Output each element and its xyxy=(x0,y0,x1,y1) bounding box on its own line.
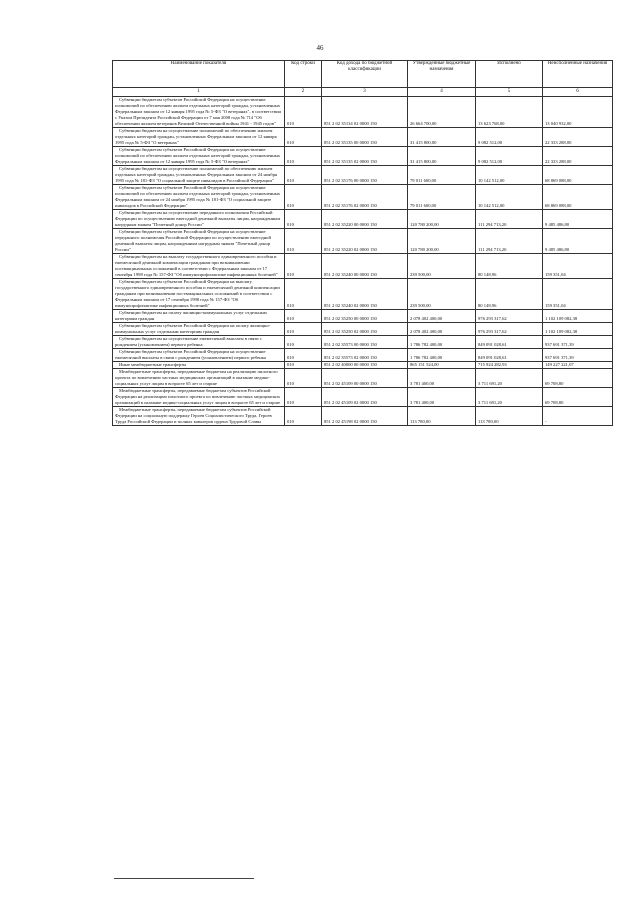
row-executed: 9 082 512,00 xyxy=(476,147,543,166)
table-row xyxy=(113,166,613,185)
column-number-row xyxy=(113,88,613,97)
row-indicator-name: Субвенции бюджетам субъектов Российской Федерации на осуществление полномочий по обеспечению жильем отдельных категорий граждан, установленных Федеральным законом от 12 января 1995 года № 5-ФЗ "О ветеранах" xyxy=(113,147,285,166)
row-indicator-name: Межбюджетные трансферты, передаваемые бюджетам на реализацию пилотного проекта по вовлечению частных медицинских организаций в оказание медико-социальных услуг лицам в возрасте 65 лет и старше xyxy=(113,369,285,388)
row-indicator-name: Субвенции бюджетам субъектов Российской Федерации на оплату жилищно-коммунальных услуг отдельным категориям граждан xyxy=(113,323,285,336)
row-unexecuted: 1 102 109 082,38 xyxy=(543,310,613,323)
row-executed: 9 082 512,00 xyxy=(476,128,543,147)
row-executed: 976 293 317,62 xyxy=(476,323,543,336)
header-indicator-name: Наименование показателя xyxy=(113,61,285,88)
table-row xyxy=(113,349,613,362)
row-executed: 80 148,96 xyxy=(476,279,543,310)
row-approved: 865 151 524,00 xyxy=(408,362,476,369)
row-approved: 79 011 600,00 xyxy=(408,185,476,210)
footer-divider xyxy=(114,878,254,879)
row-executed: 849 091 028,61 xyxy=(476,336,543,349)
column-number: 2 xyxy=(285,88,322,97)
row-line-code: 010 xyxy=(285,254,322,279)
row-indicator-name: Субвенции бюджетам субъектов Российской Федерации на осуществление полномочий по обеспечению жильем отдельных категорий граждан, установленных Федеральным законом от 24 ноября 1995 года № 181-ФЗ "О социальной защите инвалидов в Российской Федерации" xyxy=(113,185,285,210)
row-indicator-name: Субвенции бюджетам субъектов Российской Федерации на осуществление ежемесячной выплаты в связи с рождением (усыновлением) первого ребенка xyxy=(113,349,285,362)
row-approved: 120 780 200,00 xyxy=(408,229,476,254)
row-approved: 26 664 700,00 xyxy=(408,97,476,128)
row-income-code: 851 2 02 35135 02 0000 150 xyxy=(322,147,408,166)
row-approved: 31 415 800,00 xyxy=(408,128,476,147)
row-executed: 3 711 691,20 xyxy=(476,369,543,388)
row-approved: 3 781 400,00 xyxy=(408,388,476,407)
row-approved: 120 780 200,00 xyxy=(408,210,476,229)
row-indicator-name: Субвенции бюджетам на осуществление полномочий по обеспечению жильем отдельных категорий граждан, установленных Федеральным законом от 12 января 1995 года № 5-ФЗ "О ветеранах" xyxy=(113,128,285,147)
row-indicator-name: Субвенции бюджетам субъектов Российской Федерации на осуществление переданного полномочия Российской Федерации по осуществлению ежегодной денежной выплаты лицам, награжденным нагрудным знаком "Почетный донор России" xyxy=(113,229,285,254)
row-unexecuted: 68 869 088,00 xyxy=(543,185,613,210)
row-unexecuted: 68 869 088,00 xyxy=(543,166,613,185)
row-indicator-name: Субвенции бюджетам на осуществление полномочий по обеспечению жильем отдельных категорий граждан, установленных Федеральным законом от 24 ноября 1995 года № 181-ФЗ "О социальной защите инвалидов в Российской Федерации" xyxy=(113,166,285,185)
table-row xyxy=(113,229,613,254)
row-approved: 3 781 400,00 xyxy=(408,369,476,388)
row-executed: 13 623 768,00 xyxy=(476,97,543,128)
row-unexecuted: 9 485 486,80 xyxy=(543,210,613,229)
table-row xyxy=(113,185,613,210)
header-executed: Исполнено xyxy=(476,61,543,88)
row-income-code: 851 2 02 35176 02 0000 150 xyxy=(322,185,408,210)
row-approved: 239 500,00 xyxy=(408,254,476,279)
row-line-code: 010 xyxy=(285,185,322,210)
row-approved: 113 780,00 xyxy=(408,407,476,426)
row-income-code: 851 2 02 45198 02 0000 150 xyxy=(322,407,408,426)
row-income-code: 851 2 02 35134 02 0000 150 xyxy=(322,97,408,128)
row-line-code: 010 xyxy=(285,128,322,147)
table-row xyxy=(113,210,613,229)
row-income-code: 851 2 02 35240 02 0000 150 xyxy=(322,279,408,310)
row-line-code: 010 xyxy=(285,362,322,369)
header-unexecuted: Неисполненные назначения xyxy=(543,61,613,88)
row-line-code: 010 xyxy=(285,97,322,128)
row-approved: 2 078 402 400,00 xyxy=(408,323,476,336)
row-income-code: 851 2 02 35573 00 0000 150 xyxy=(322,336,408,349)
row-indicator-name: Субвенции бюджетам субъектов Российской Федерации на осуществление полномочий по обеспечению жильем отдельных категорий граждан, установленных Федеральным законом от 12 января 1995 года № 5-ФЗ "О ветеранах", в соответствии с Указом Президента Российской Федерации от 7 мая 2008 года № 714 "Об обеспечении жильем ветеранов Великой Отечественной войны 1941 - 1945 годов" xyxy=(113,97,285,128)
row-income-code: 851 2 02 35176 00 0000 150 xyxy=(322,166,408,185)
row-approved: 1 786 782 400,00 xyxy=(408,349,476,362)
table-row xyxy=(113,362,613,369)
row-indicator-name: Субвенции бюджетам на осуществление ежемесячной выплаты в связи с рождением (усыновлением) первого ребенка xyxy=(113,336,285,349)
table-row xyxy=(113,388,613,407)
row-line-code: 010 xyxy=(285,369,322,388)
row-line-code: 010 xyxy=(285,279,322,310)
row-executed: 715 924 282,93 xyxy=(476,362,543,369)
row-line-code: 010 xyxy=(285,147,322,166)
row-line-code: 010 xyxy=(285,388,322,407)
column-number: 1 xyxy=(113,88,285,97)
table-row xyxy=(113,279,613,310)
row-unexecuted: 22 333 288,00 xyxy=(543,147,613,166)
row-income-code: 851 2 02 45109 02 0000 150 xyxy=(322,388,408,407)
row-approved: 31 415 800,00 xyxy=(408,147,476,166)
table-row xyxy=(113,407,613,426)
row-line-code: 010 xyxy=(285,336,322,349)
row-indicator-name: Межбюджетные трансферты, передаваемые бюджетам субъектов Российской Федерации на социальную поддержку Героев Социалистического Труда, Героев Труда Российской Федерации и полных кавалеров ордена Трудовой Славы xyxy=(113,407,285,426)
row-income-code: 851 2 02 35220 00 0000 150 xyxy=(322,210,408,229)
row-indicator-name: Иные межбюджетные трансферты xyxy=(113,362,285,369)
row-executed: 111 294 713,20 xyxy=(476,210,543,229)
column-number: 5 xyxy=(476,88,543,97)
row-approved: 2 078 402 400,00 xyxy=(408,310,476,323)
row-income-code: 851 2 02 40000 00 0000 150 xyxy=(322,362,408,369)
row-income-code: 851 2 02 35250 00 0000 150 xyxy=(322,310,408,323)
page-number: 46 xyxy=(316,44,324,52)
table-row xyxy=(113,147,613,166)
row-line-code: 010 xyxy=(285,349,322,362)
row-income-code: 851 2 02 35240 00 0000 150 xyxy=(322,254,408,279)
column-number: 6 xyxy=(543,88,613,97)
row-line-code: 010 xyxy=(285,166,322,185)
row-executed: 849 091 028,61 xyxy=(476,349,543,362)
header-line-code: Код строки xyxy=(285,61,322,88)
row-indicator-name: Субвенции бюджетам на осуществление переданного полномочия Российской Федерации по осуществлению ежегодной денежной выплаты лицам, награжденным нагрудным знаком "Почетный донор России" xyxy=(113,210,285,229)
row-unexecuted: 69 708,80 xyxy=(543,388,613,407)
table-row xyxy=(113,310,613,323)
row-executed: 113 780,00 xyxy=(476,407,543,426)
row-line-code: 010 xyxy=(285,407,322,426)
table-row xyxy=(113,336,613,349)
row-indicator-name: Субвенции бюджетам субъектов Российской Федерации на выплату государственного единовременного пособия и ежемесячной денежной компенсации гражданам при возникновении поствакцинальных осложнений в соответствии с Федеральным законом от 17 сентября 1998 года № 157-ФЗ "Об иммунопрофилактике инфекционных болезней" xyxy=(113,279,285,310)
row-unexecuted: - xyxy=(543,407,613,426)
row-indicator-name: Субвенции бюджетам на выплату государственного единовременного пособия и ежемесячной денежной компенсации гражданам при возникновении поствакцинальных осложнений в соответствии с Федеральным законом от 17 сентября 1998 года № 157-ФЗ "Об иммунопрофилактике инфекционных болезней" xyxy=(113,254,285,279)
table-row xyxy=(113,254,613,279)
row-executed: 10 142 512,00 xyxy=(476,166,543,185)
table-row xyxy=(113,97,613,128)
row-approved: 1 786 782 400,00 xyxy=(408,336,476,349)
table-row xyxy=(113,128,613,147)
table-row xyxy=(113,323,613,336)
row-unexecuted: 149 227 221,07 xyxy=(543,362,613,369)
row-line-code: 010 xyxy=(285,210,322,229)
row-unexecuted: 9 485 486,80 xyxy=(543,229,613,254)
row-executed: 111 294 713,20 xyxy=(476,229,543,254)
row-unexecuted: 22 333 288,00 xyxy=(543,128,613,147)
row-indicator-name: Межбюджетные трансферты, передаваемые бюджетам субъектов Российской Федерации на реализацию пилотного проекта по вовлечению частных медицинских организаций в оказание медико-социальных услуг лицам в возрасте 65 лет и старше xyxy=(113,388,285,407)
row-line-code: 010 xyxy=(285,310,322,323)
column-number: 4 xyxy=(408,88,476,97)
column-number: 3 xyxy=(322,88,408,97)
row-executed: 976 293 317,62 xyxy=(476,310,543,323)
header-row xyxy=(113,61,613,88)
row-unexecuted: 69 708,80 xyxy=(543,369,613,388)
row-income-code: 851 2 02 35250 02 0000 150 xyxy=(322,323,408,336)
row-income-code: 851 2 02 35135 00 0000 150 xyxy=(322,128,408,147)
row-unexecuted: 159 351,04 xyxy=(543,254,613,279)
row-unexecuted: 1 102 109 082,38 xyxy=(543,323,613,336)
row-executed: 3 711 691,20 xyxy=(476,388,543,407)
row-unexecuted: 937 691 371,39 xyxy=(543,349,613,362)
row-unexecuted: 159 351,04 xyxy=(543,279,613,310)
header-income-code: Код дохода по бюджетной классификации xyxy=(322,61,408,88)
row-line-code: 010 xyxy=(285,229,322,254)
row-line-code: 010 xyxy=(285,323,322,336)
table-row xyxy=(113,369,613,388)
header-approved: Утвержденные бюджетные назначения xyxy=(408,61,476,88)
row-approved: 79 011 600,00 xyxy=(408,166,476,185)
row-indicator-name: Субвенции бюджетам на оплату жилищно-коммунальных услуг отдельным категориям граждан xyxy=(113,310,285,323)
row-executed: 10 142 512,00 xyxy=(476,185,543,210)
row-income-code: 851 2 02 45109 00 0000 150 xyxy=(322,369,408,388)
row-unexecuted: 13 040 932,00 xyxy=(543,97,613,128)
budget-execution-table xyxy=(112,60,613,426)
row-income-code: 851 2 02 35573 02 0000 150 xyxy=(322,349,408,362)
row-income-code: 851 2 02 35220 02 0000 150 xyxy=(322,229,408,254)
row-approved: 239 500,00 xyxy=(408,279,476,310)
row-executed: 80 148,96 xyxy=(476,254,543,279)
row-unexecuted: 937 691 371,39 xyxy=(543,336,613,349)
